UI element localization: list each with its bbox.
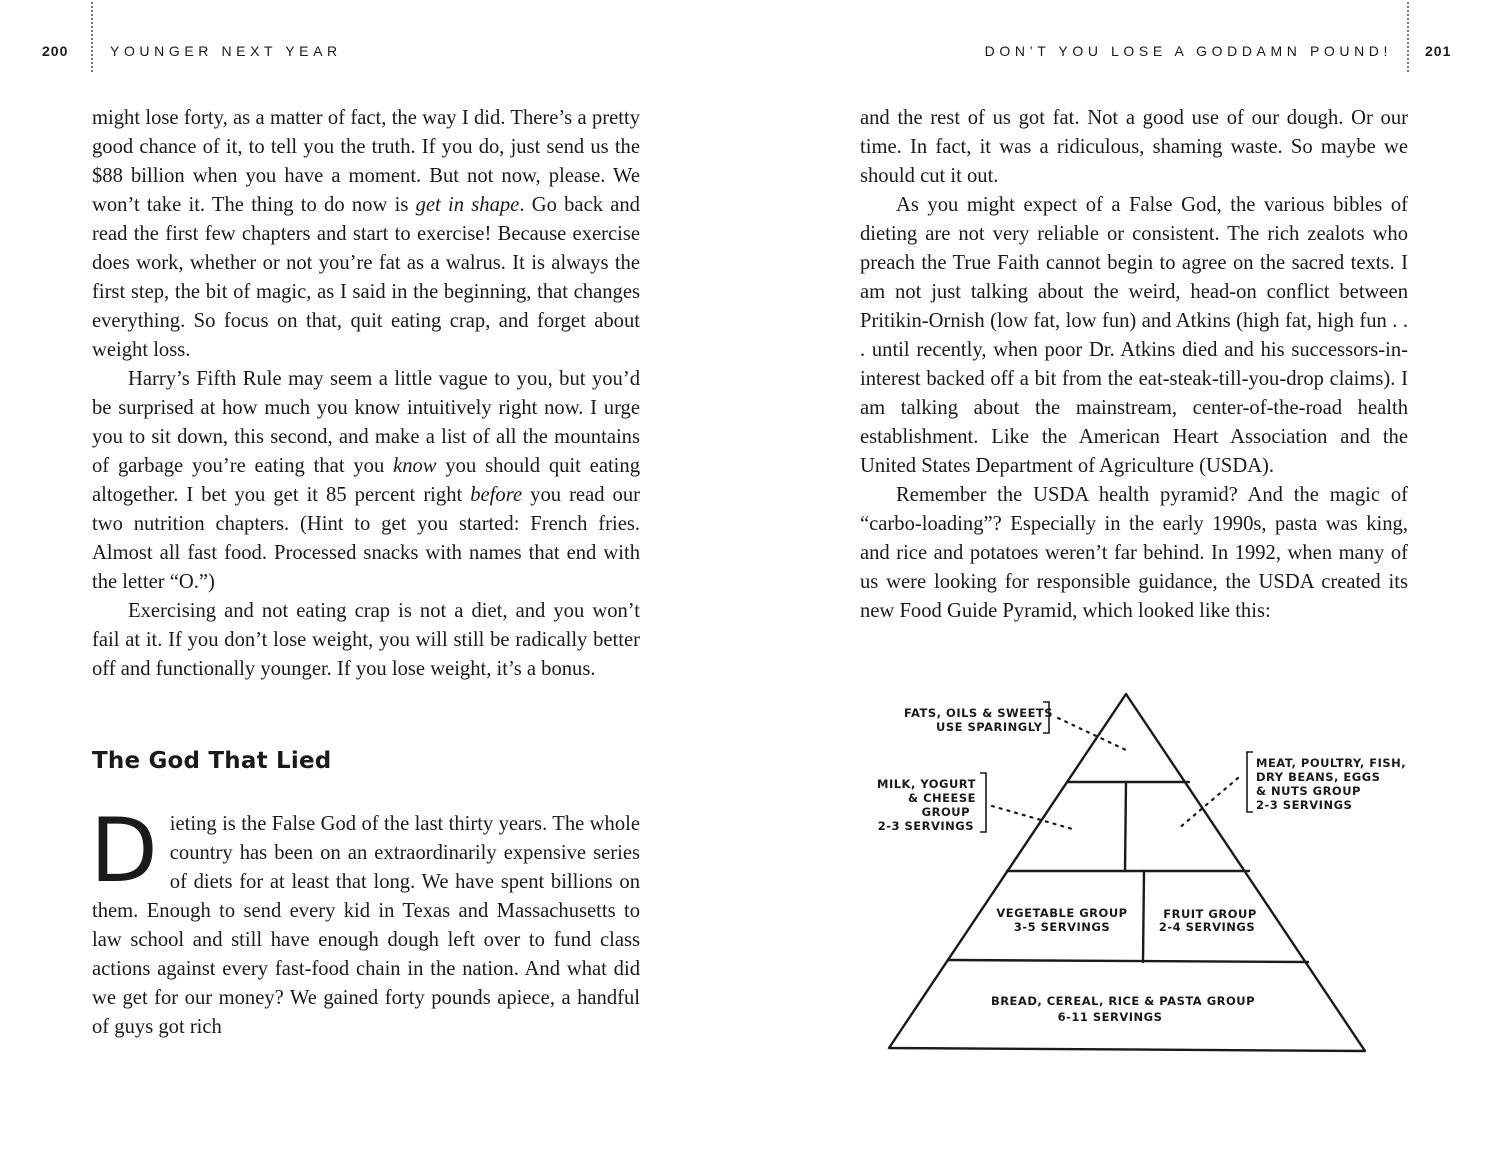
section-heading: The God That Lied (92, 748, 332, 774)
milk-label: MILK, YOGURT (877, 777, 976, 791)
text-run: Harry’s Fifth Rule may seem a little vague to you, but you’d be surprised at how much you know intuitively right now. I urge you to sit down, this second, and make a list of all the mountains of garbage you’re eating that you (92, 368, 640, 477)
divider-veg-fruit (1143, 871, 1144, 962)
bread-label: BREAD, CEREAL, RICE & PASTA GROUP (990, 994, 1256, 1008)
food-guide-pyramid (860, 680, 1420, 1070)
bread-servings: 6-11 SERVINGS (1057, 1010, 1163, 1024)
left-page-number: 200 (42, 43, 69, 59)
text-run: you read our two nutrition chapters. (Hint to get you started: French fries. Almost all fast food. Processed snacks with names that end with the letter “O.”) (92, 484, 640, 593)
left-paragraph-1 (92, 104, 640, 365)
left-dotted-rule (91, 2, 93, 72)
right-running-title: DON’T YOU LOSE A GODDAMN POUND! (984, 43, 1392, 59)
left-running-title-wrap (110, 43, 342, 61)
text-run: you should quit eating altogether. I bet you get it 85 percent right (92, 455, 641, 506)
milk-label-3: GROUP (921, 805, 970, 819)
right-paragraph-2: As you might expect of a False God, the various bibles of dieting are not very reliable or consistent. The rich zealots who preach the True Faith cannot begin to agree on the sacred texts. I am not just talking about the weird, head-on conflict between Pritikin-Ornish (low fat, low fun) and Atkins (high fat, high fun . . . until recently, when poor Dr. Atkins died and his successors-in-interest backed off a bit from the eat-steak-till-you-drop claims). I am talking about the mainstream, center-of-the-road health establishment. Like the American Heart Association and the United States Department of Agriculture (USDA). (860, 194, 1408, 477)
meat-bracket (1247, 752, 1253, 812)
drop-cap: D (90, 799, 158, 902)
tier-line-low (948, 960, 1308, 962)
meat-label-2: DRY BEANS, EGGS (1256, 770, 1381, 784)
meat-label: MEAT, POULTRY, FISH, (1256, 756, 1407, 770)
left-running-title: YOUNGER NEXT YEAR (110, 43, 342, 59)
right-page-number: 201 (1425, 43, 1452, 59)
right-running-title-wrap (985, 43, 1392, 61)
meat-servings: 2-3 SERVINGS (1256, 798, 1353, 812)
italic-run: know (393, 455, 437, 477)
right-page-body (860, 104, 1408, 626)
right-paragraph-3: Remember the USDA health pyramid? And the magic of “carbo-loading”? Especially in the early 1990s, pasta was king, and rice and potatoes weren’t far behind. In 1992, when many of us were looking for responsible guidance, the USDA created its new Food Guide Pyramid, which looked like this: (860, 484, 1408, 622)
text-run: ieting is the False God of the last thirty years. The whole country has been on an extraordinarily expensive series of diets for at least that long. We have spent billions on them. Enough to send every kid in Texas and Massachusetts to law school and still have enough dough left over to fund class actions against every fast-food chain in the nation. And what did we get for our money? We gained forty pounds apiece, a handful of guys got rich (92, 813, 640, 1038)
text-run: might lose forty, as a matter of fact, the way I did. There’s a pretty good chance of it, to tell you the truth. If you do, just send us the $88 billion when you have a moment. But not now, please. We won’t take it. The thing to do now is (92, 107, 640, 216)
left-paragraph-3: Exercising and not eating crap is not a diet, and you won’t fail at it. If you don’t lose weight, you will still be radically better off and functionally younger. If you lose weight, it’s a bonus. (92, 600, 640, 680)
pyramid-drawing (860, 680, 1420, 1070)
meat-label-3: & NUTS GROUP (1256, 784, 1361, 798)
fruit-servings: 2-4 SERVINGS (1158, 920, 1256, 934)
right-paragraph-1: and the rest of us got fat. Not a good use of our dough. Or our time. In fact, it was a ridiculous, shaming waste. So maybe we should cut it out. (860, 107, 1408, 187)
vegetable-label: VEGETABLE GROUP (996, 906, 1128, 920)
left-paragraph-2 (92, 365, 640, 597)
vegetable-servings: 3-5 SERVINGS (1013, 920, 1111, 934)
italic-run: before (470, 484, 523, 506)
fats-servings: USE SPARINGLY (936, 720, 1043, 734)
right-dotted-rule (1407, 2, 1409, 72)
milk-servings: 2-3 SERVINGS (877, 819, 974, 833)
left-paragraph-4 (90, 799, 640, 1042)
fruit-label: FRUIT GROUP (1163, 907, 1257, 921)
milk-label-2: & CHEESE (908, 791, 976, 805)
milk-leader (992, 806, 1076, 830)
divider-milk-meat (1125, 782, 1126, 871)
italic-run: get in shape (415, 194, 520, 216)
text-run: . Go back and read the first few chapters and start to exercise! Because exercise does work, whether or not you’re fat as a walrus. It is always the first step, the bit of magic, as I said in the beginning, that changes everything. So focus on that, quit eating crap, and forget about weight loss. (92, 194, 640, 361)
left-running-head (42, 43, 68, 61)
milk-bracket (980, 773, 986, 832)
fats-label: FATS, OILS & SWEETS (904, 706, 1054, 720)
left-page-body (92, 104, 640, 1042)
right-running-head (1425, 43, 1451, 61)
